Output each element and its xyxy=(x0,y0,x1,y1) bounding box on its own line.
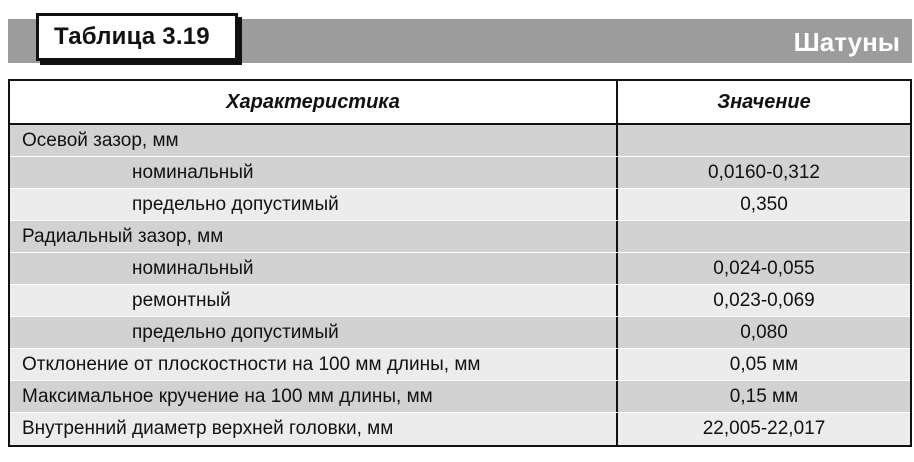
table-row xyxy=(10,349,910,381)
section-title: Шатуны xyxy=(793,27,900,57)
characteristic-cell: Внутренний диаметр верхней головки, мм xyxy=(10,413,618,445)
table-label: Таблица 3.19 xyxy=(36,13,238,61)
value-cell: 0,15 мм xyxy=(729,385,799,407)
characteristic-cell: Максимальное кручение на 100 мм длины, мм xyxy=(10,381,618,412)
table-row xyxy=(10,221,910,253)
characteristic-cell: Осевой зазор, мм xyxy=(10,125,618,156)
value-cell: 0,080 xyxy=(740,321,788,343)
characteristic-cell: предельно допустимый xyxy=(10,189,618,220)
characteristic-cell: ремонтный xyxy=(10,285,618,316)
table-row xyxy=(10,157,910,189)
value-cell xyxy=(618,125,910,156)
table-row xyxy=(10,285,910,317)
value-cell: 0,350 xyxy=(740,193,788,215)
characteristic-cell: Радиальный зазор, мм xyxy=(10,221,618,252)
table-row xyxy=(10,381,910,413)
value-cell xyxy=(618,221,910,252)
column-header-value: Значение xyxy=(717,90,811,113)
table-body xyxy=(10,125,910,445)
characteristic-cell: Отклонение от плоскостности на 100 мм длины, мм xyxy=(10,349,618,380)
data-table xyxy=(8,79,912,447)
characteristic-cell: предельно допустимый xyxy=(10,317,618,348)
value-cell: 0,0160-0,312 xyxy=(708,161,820,183)
value-cell: 0,024-0,055 xyxy=(713,257,815,279)
value-cell: 0,023-0,069 xyxy=(713,289,815,311)
table-header-row xyxy=(10,81,910,125)
characteristic-cell: номинальный xyxy=(10,157,618,188)
table-row xyxy=(10,413,910,445)
characteristic-cell: номинальный xyxy=(10,253,618,284)
value-cell: 0,05 мм xyxy=(729,353,799,375)
table-row xyxy=(10,125,910,157)
table-row xyxy=(10,189,910,221)
table-row xyxy=(10,253,910,285)
table-row xyxy=(10,317,910,349)
column-header-characteristic: Характеристика xyxy=(10,81,618,123)
value-cell: 22,005-22,017 xyxy=(702,418,826,439)
